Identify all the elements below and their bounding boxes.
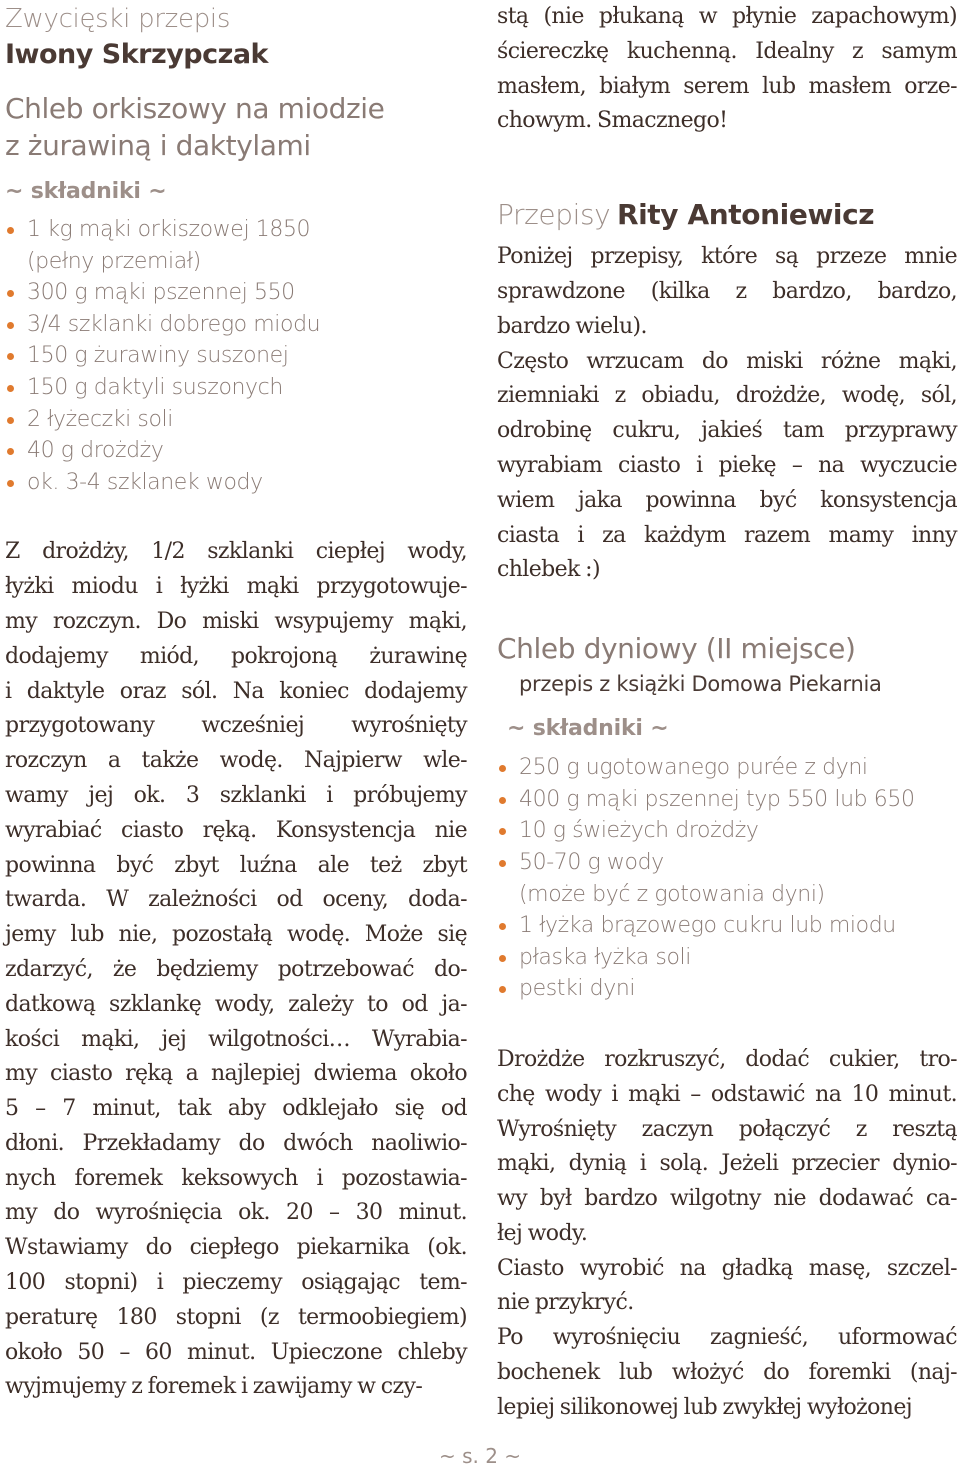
- bullet-icon: [7, 353, 14, 360]
- text-line: nie przykryć.: [497, 1290, 634, 1316]
- winner-author: Iwony Skrzypczak: [5, 39, 269, 70]
- text-line: wyjmujemy z foremek i zawijamy w czy-: [5, 1374, 423, 1400]
- text-line: Z drożdży, 1/2 szklanki ciepłej wody,: [5, 539, 467, 565]
- text-line: dłoni. Przekładamy do dwóch naoliwio-: [5, 1130, 467, 1156]
- bullet-icon: [7, 448, 14, 455]
- text-line: my rozczyn. Do miski wsypujemy mąki,: [5, 608, 467, 634]
- text-line: bardzo wielu).: [497, 313, 647, 339]
- text-line: my do wyrośnięcia ok. 20 – 30 minut.: [5, 1200, 467, 1226]
- bullet-icon: [499, 923, 506, 930]
- ingredient-item: płaska łyżka soli: [497, 942, 957, 974]
- instructions-text: [5, 535, 467, 1405]
- ingredient-continuation: (może być z gotowania dyni): [519, 881, 825, 907]
- text-line: Ciasto wyrobić na gładką masę, szczel-: [497, 1255, 957, 1281]
- text-line: twarda. W zależności od oceny, doda-: [5, 887, 467, 913]
- heading-prefix: Przepisy: [497, 198, 611, 232]
- text-line: 100 stopni) i pieczemy osiągając tem-: [5, 1270, 467, 1296]
- ingredient-item: pestki dyni: [497, 973, 957, 1005]
- bullet-icon: [7, 480, 14, 487]
- left-column: [5, 0, 467, 1405]
- text-line: Często wrzucam do miski różne mąki,: [497, 348, 957, 374]
- bullet-icon: [7, 385, 14, 392]
- bullet-icon: [499, 797, 506, 804]
- text-line: chlebek :): [497, 557, 600, 583]
- recipe-subtitle: przepis z książki Domowa Piekarnia: [519, 672, 882, 697]
- recipe-title-spelt-bread: [5, 90, 467, 164]
- ingredients-list: [497, 752, 957, 1005]
- recipe-title-pumpkin-bread: Chleb dyniowy (II miejsce): [497, 632, 856, 666]
- section-heading-rita: [497, 197, 957, 234]
- text-line: rozczyn a także wodę. Najpierw wle-: [5, 748, 467, 774]
- recipe-title-line-2: z żurawiną i daktylami: [5, 129, 311, 162]
- text-line: sprawdzone (kilka z bardzo, bardzo,: [497, 278, 957, 304]
- text-line: i daktyle oraz sól. Na koniec dodajemy: [5, 678, 467, 704]
- text-line: wiem jaka powinna być konsystencja: [497, 487, 957, 513]
- text-line: zdarzyć, że będziemy potrzebować do-: [5, 956, 467, 982]
- recipe-title-line-1: Chleb orkiszowy na miodzie: [5, 92, 385, 125]
- text-line: dodajemy miód, pokrojoną żurawinę: [5, 643, 467, 669]
- ingredient-item: 1 łyżka brązowego cukru lub miodu: [497, 910, 957, 942]
- text-line: Wyrośnięty zaczyn połączyć z resztą: [497, 1116, 957, 1142]
- ingredient-item: 250 g ugotowanego purée z dyni: [497, 752, 957, 784]
- page-number: ~ s. 2 ~: [438, 1444, 522, 1468]
- ingredient-item: 150 g żurawiny suszonej: [5, 340, 467, 372]
- text-line: powinna być zbyt luźna ale też zbyt: [5, 852, 467, 878]
- text-line: mąki, dynią i solą. Jeżeli przecier dynio-: [497, 1151, 957, 1177]
- ingredient-item: 400 g mąki pszennej typ 550 lub 650: [497, 784, 957, 816]
- text-line: ziemniaki z obiadu, drożdże, wodę, sól,: [497, 383, 957, 409]
- text-line: ściereczkę kuchenną. Idealny z samym: [497, 38, 957, 64]
- ingredient-item: 150 g daktyli suszonych: [5, 372, 467, 404]
- bullet-icon: [7, 290, 14, 297]
- text-line: lepiej silikonowej lub zwykłej wyłożonej: [497, 1394, 912, 1420]
- bullet-icon: [499, 955, 506, 962]
- heading-author: Rity Antoniewicz: [616, 198, 875, 232]
- right-column: [497, 0, 957, 1426]
- bullet-icon: [7, 227, 14, 234]
- text-line: bochenek lub włożyć do foremki (naj-: [497, 1360, 957, 1386]
- text-line: łyżki miodu i łyżki mąki przygotowuje-: [5, 574, 467, 600]
- text-line: masłem, białym serem lub masłem orze-: [497, 73, 957, 99]
- ingredient-continuation: (pełny przemiał): [27, 248, 201, 274]
- text-line: chowym. Smacznego!: [497, 108, 728, 134]
- ingredient-item: 3/4 szklanki dobrego miodu: [5, 309, 467, 341]
- ingredient-item: 300 g mąki pszennej 550: [5, 277, 467, 309]
- bullet-icon: [499, 986, 506, 993]
- text-line: my ciasto ręką a najlepiej dwiema około: [5, 1061, 467, 1087]
- text-line: Wstawiamy do ciepłego piekarnika (ok.: [5, 1235, 467, 1261]
- ingredients-list: [5, 214, 467, 498]
- text-line: około 50 – 60 minut. Upieczone chleby: [5, 1339, 467, 1365]
- text-line: wyrabiam ciasto i piekę – na wyczucie: [497, 452, 957, 478]
- ingredients-label: ~ składniki ~: [5, 179, 167, 204]
- intro-text: [497, 240, 957, 588]
- text-line: 5 – 7 minut, tak aby odklejało się od: [5, 1096, 467, 1122]
- bullet-icon: [499, 860, 506, 867]
- bullet-icon: [7, 417, 14, 424]
- winner-kicker: Zwycięski przepis: [5, 4, 231, 34]
- bullet-icon: [7, 322, 14, 329]
- text-line: wamy jej ok. 3 szklanki i próbujemy: [5, 782, 467, 808]
- text-line: ciasta i za każdym razem mamy inny: [497, 522, 957, 548]
- ingredient-item: 2 łyżeczki soli: [5, 404, 467, 436]
- text-line: Poniżej przepisy, które są przeze mnie: [497, 244, 957, 270]
- text-line: stą (nie płukaną w płynie zapachowym): [497, 4, 957, 29]
- text-line: przygotowany wcześniej wyrośnięty: [5, 713, 467, 739]
- text-line: peraturę 180 stopni (z termoobiegiem): [5, 1304, 467, 1330]
- ingredient-item: 40 g drożdży: [5, 435, 467, 467]
- text-line: jemy lub nie, pozostałą wodę. Może się: [5, 922, 467, 948]
- ingredient-item: ok. 3-4 szklanek wody: [5, 467, 467, 499]
- text-line: Drożdże rozkruszyć, dodać cukier, tro-: [497, 1046, 957, 1072]
- continuation-text: [497, 0, 957, 139]
- text-line: chę wody i mąki – odstawić na 10 minut.: [497, 1081, 957, 1107]
- ingredient-item: 50-70 g wody (może być z gotowania dyni): [497, 847, 957, 910]
- text-line: wy był bardzo wilgotny nie dodawać ca-: [497, 1186, 957, 1212]
- ingredients-label: ~ składniki ~: [507, 716, 669, 742]
- bullet-icon: [499, 828, 506, 835]
- text-line: kości mąki, jej wilgotności… Wyrabia-: [5, 1026, 467, 1052]
- bullet-icon: [499, 765, 506, 772]
- text-line: Po wyrośnięciu zagnieść, uformować: [497, 1325, 957, 1351]
- text-line: odrobinę cukru, jakieś tam przyprawy: [497, 418, 957, 444]
- instructions-text: [497, 1043, 957, 1426]
- text-line: datkową szklankę wody, zależy to od ja-: [5, 991, 467, 1017]
- text-line: łej wody.: [497, 1220, 588, 1246]
- ingredient-item: 10 g świeżych drożdży: [497, 815, 957, 847]
- ingredient-item: 1 kg mąki orkiszowej 1850 (pełny przemiał): [5, 214, 467, 277]
- text-line: nych foremek keksowych i pozostawia-: [5, 1165, 467, 1191]
- text-line: wyrabiać ciasto ręką. Konsystencja nie: [5, 817, 467, 843]
